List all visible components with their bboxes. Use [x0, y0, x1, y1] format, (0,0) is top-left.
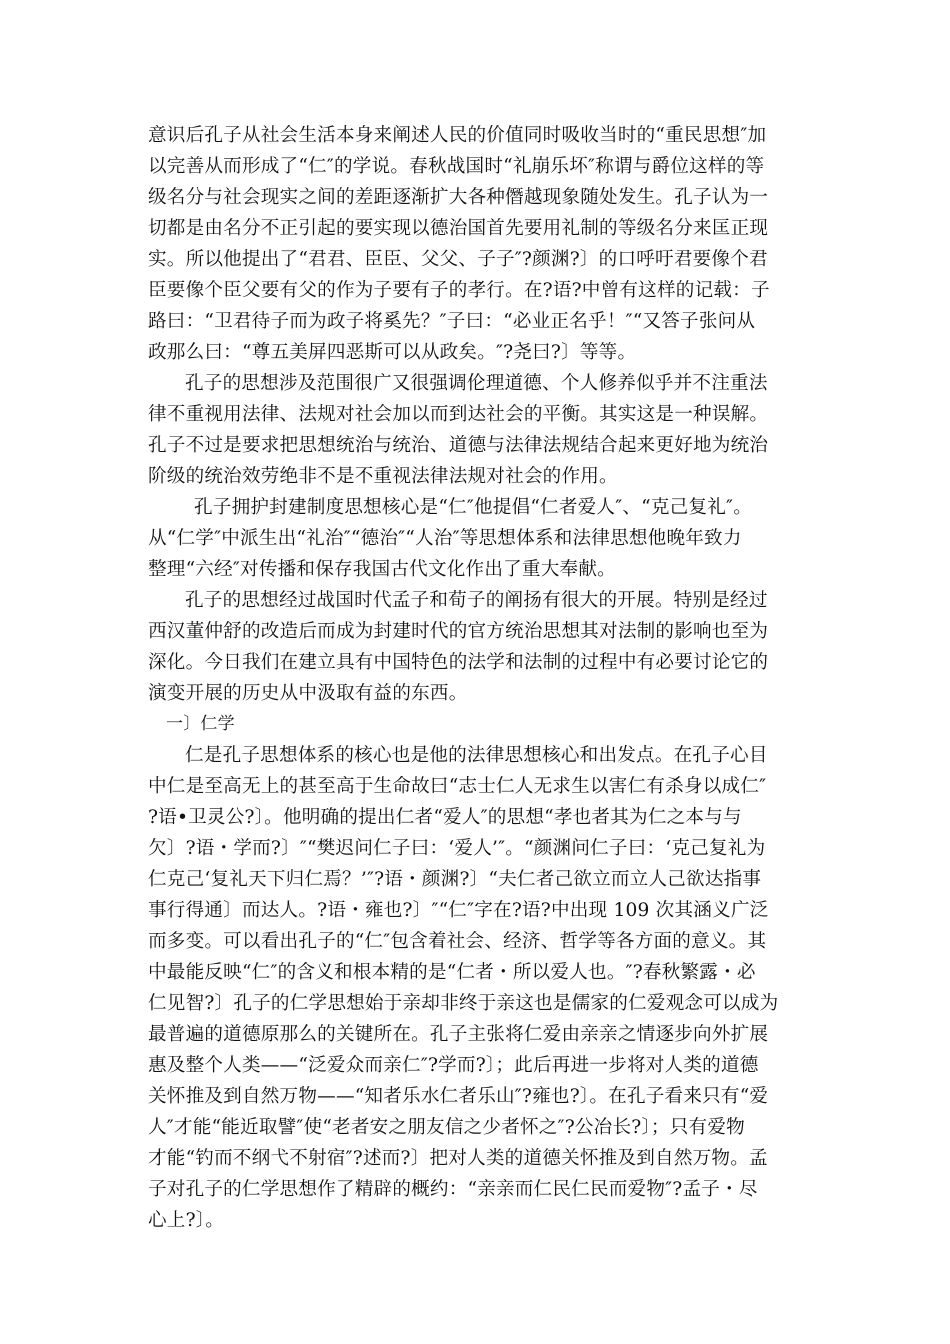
section-heading: 一〕仁学	[166, 714, 235, 734]
text-line: 深化。今日我们在建立具有中国特色的法学和法制的过程中有必要讨论它的	[148, 652, 769, 673]
text-line: 人″才能“能近取譬″使“老者安之朋友信之少者怀之″?公冶长?〕；只有爱物	[148, 1117, 745, 1138]
text-line: 事行得通〕而达人。?语・雍也?〕″“仁″字在?语?中出现 109 次其涵义广泛	[148, 900, 769, 921]
text-line: 子对孔子的仁学思想作了精辟的概约：“亲亲而仁民仁民而爱物″?孟子・尽	[148, 1179, 758, 1200]
body-text	[148, 120, 808, 1236]
text-line: 欠〕?语・学而?〕″“樊迟问仁子曰：‘爱人’″。“颜渊问仁子曰：‘克己复礼为	[148, 838, 766, 859]
paragraph-start: 孔子拥护封建制度思想核心是“仁″他提倡“仁者爱人″、“克己复礼″。	[194, 497, 752, 518]
text-line: 西汉董仲舒的改造后而成为封建时代的官方统治思想其对法制的影响也至为	[148, 621, 769, 642]
text-line: 最普遍的道德原那么的关键所在。孔子主张将仁爱由亲亲之情逐步向外扩展	[148, 1024, 769, 1045]
text-line: 孔子不过是要求把思想统治与统治、道德与法律法规结合起来更好地为统治	[148, 435, 769, 456]
text-line: 实。所以他提出了“君君、臣臣、父父、子子″?颜渊?〕的口呼吁君要像个君	[148, 249, 768, 270]
text-line: 关怀推及到自然万物——“知者乐水仁者乐山″?雍也?〕。在孔子看来只有“爱	[148, 1086, 769, 1107]
text-line: 路曰：“卫君待子而为政子将奚先？″子曰：“必业正名乎！″“又答子张问从	[148, 311, 756, 332]
text-line: 整理“六经″对传播和保存我国古代文化作出了重大奉献。	[148, 559, 616, 580]
text-line: 臣要像个臣父要有父的作为子要有子的孝行。在?语?中曾有这样的记载：子	[148, 280, 770, 301]
text-line: 中最能反映“仁″的含义和根本精的是“仁者・所以爱人也。″?春秋繁露・必	[148, 962, 756, 983]
text-line: 仁克己‘复礼天下归仁焉？’″?语・颜渊?〕“夫仁者己欲立而立人己欲达指事	[148, 869, 762, 890]
text-line: ?语•卫灵公?〕。他明确的提出仁者“爱人″的思想“孝也者其为仁之本与与	[148, 807, 742, 828]
text-line: 从“仁学″中派生出“礼治″“德治″“人治″等思想体系和法律思想他晚年致力	[148, 528, 742, 549]
text-line: 惠及整个人类——“泛爱众而亲仁″?学而?〕；此后再进一步将对人类的道德	[148, 1055, 759, 1076]
text-line: 中仁是至高无上的甚至高于生命故曰“志士仁人无求生以害仁有杀身以成仁″	[148, 776, 767, 797]
text-line: 心上?〕。	[148, 1210, 225, 1231]
text-line: 政那么曰：“尊五美屏四恶斯可以从政矣。″?尧曰?〕等等。	[148, 342, 637, 363]
text-line: 意识后孔子从社会生活本身来阐述人民的价值同时吸收当时的“重民思想″加	[148, 125, 767, 146]
text-line: 而多变。可以看出孔子的“仁″包含着社会、经济、哲学等各方面的意义。其	[148, 931, 767, 952]
text-line: 以完善从而形成了“仁″的学说。春秋战国时“礼崩乐坏″称谓与爵位这样的等	[148, 156, 765, 177]
text-line: 阶级的统治效劳绝非不是不重视法律法规对社会的作用。	[148, 466, 618, 487]
text-line: 级名分与社会现实之间的差距逐渐扩大各种僭越现象随处发生。孔子认为一	[148, 187, 769, 208]
text-line: 切都是由名分不正引起的要实现以德治国首先要用礼制的等级名分来匡正现	[148, 218, 769, 239]
text-line: 仁见智?〕孔子的仁学思想始于亲却非终于亲这也是儒家的仁爱观念可以成为	[148, 993, 779, 1014]
text-line: 演变开展的历史从中汲取有益的东西。	[148, 683, 468, 704]
paragraph-start: 孔子的思想经过战国时代孟子和荀子的阐扬有很大的开展。特别是经过	[185, 590, 768, 611]
text-line: 律不重视用法律、法规对社会加以而到达社会的平衡。其实这是一种误解。	[148, 404, 769, 425]
paragraph-start: 仁是孔子思想体系的核心也是他的法律思想核心和出发点。在孔子心目	[185, 745, 768, 766]
paragraph-start: 孔子的思想涉及范围很广又很强调伦理道德、个人修养似乎并不注重法	[185, 373, 768, 394]
text-line: 才能“钓而不纲弋不射宿″?述而?〕把对人类的道德关怀推及到自然万物。孟	[148, 1148, 768, 1169]
